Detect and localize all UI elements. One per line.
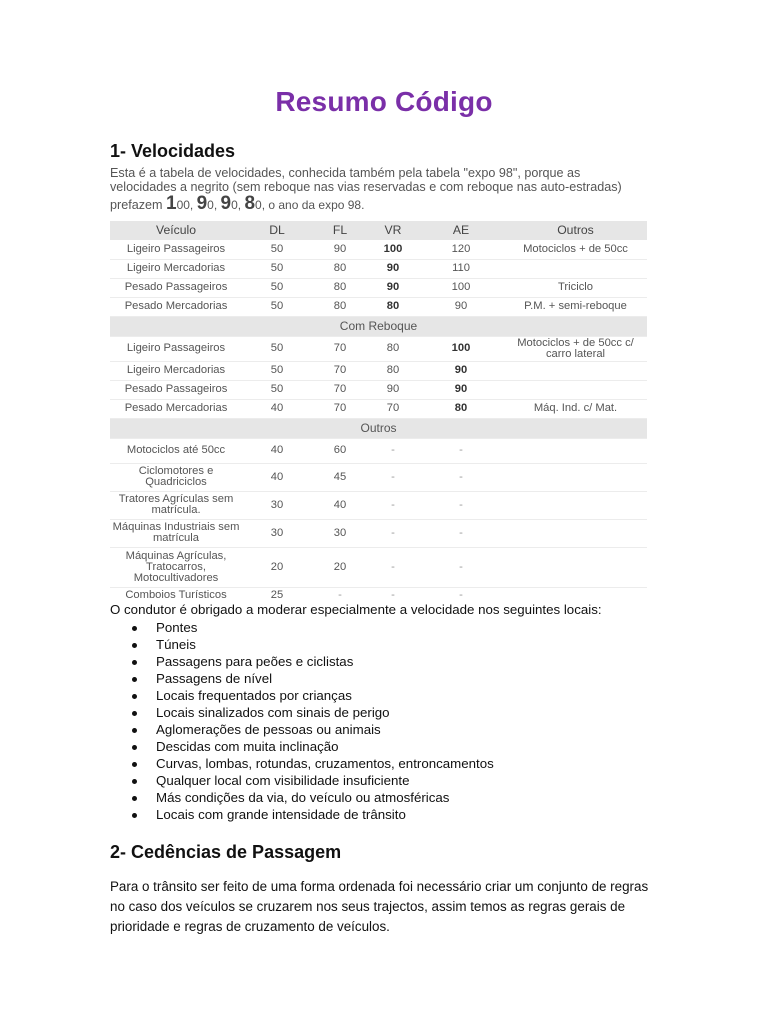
list-item: Locais com grande intensidade de trânsito: [110, 807, 494, 824]
value-cell: -: [459, 526, 463, 539]
speed-table: [110, 221, 647, 604]
intro-suffix: 00,: [176, 198, 197, 212]
value-cell: 90: [386, 262, 400, 274]
value-cell: 80: [386, 300, 400, 312]
value-cell: 50: [270, 281, 284, 293]
value-cell: 60: [333, 444, 347, 456]
value-cell: 50: [270, 342, 284, 354]
vehicle-cell: Pesado Passageiros: [124, 383, 228, 395]
table-row: [110, 278, 647, 297]
value-cell: 80: [386, 342, 400, 354]
list-item: Descidas com muita inclinação: [110, 739, 494, 756]
table-row: [110, 259, 647, 278]
value-cell: 70: [333, 364, 347, 376]
speed-table-intro: [110, 166, 650, 215]
other-cell: [504, 519, 647, 547]
header-cell: Veículo: [156, 223, 196, 237]
vehicle-cell: Pesado Mercadorias: [124, 300, 228, 312]
section-label: Outros: [360, 420, 397, 435]
value-cell: 70: [333, 383, 347, 395]
value-cell: 70: [333, 342, 347, 354]
value-cell: 50: [270, 300, 284, 312]
intro-digit: 1: [166, 193, 177, 214]
other-cell: [504, 547, 647, 587]
table-row: [110, 519, 647, 547]
intro-suffix: 0,: [231, 198, 245, 212]
table-row: [110, 240, 647, 259]
value-cell: 50: [270, 242, 284, 255]
moderate-speed-lead: O condutor é obrigado a moderar especialmente a velocidade nos seguintes locais:: [110, 602, 602, 617]
value-cell: 90: [333, 242, 347, 255]
table-row: [110, 380, 647, 399]
value-cell: -: [391, 498, 395, 511]
list-item: Passagens de nível: [110, 671, 494, 688]
value-cell: 80: [333, 300, 347, 312]
table-row: [110, 336, 647, 361]
value-cell: 70: [333, 402, 347, 414]
vehicle-cell: Ciclomotores e Quadriciclos: [138, 465, 214, 488]
intro-line-2: velocidades a negrito (sem reboque nas vias reservadas e com reboque nas auto-estradas): [110, 180, 622, 194]
section-heading-cedencias: 2- Cedências de Passagem: [110, 842, 342, 862]
value-cell: 100: [383, 242, 403, 255]
value-cell: 45: [333, 470, 347, 483]
header-cell: Outros: [557, 223, 594, 237]
intro-suffix: 0, o ano da expo 98.: [255, 198, 365, 212]
table-section-row-reboque: [110, 316, 647, 336]
value-cell: 100: [451, 342, 471, 354]
table-row: [110, 491, 647, 519]
value-cell: 80: [333, 262, 347, 274]
list-item: Locais frequentados por crianças: [110, 688, 494, 705]
table-header-row: [110, 221, 647, 240]
value-cell: 90: [454, 300, 468, 312]
list-item: Locais sinalizados com sinais de perigo: [110, 705, 494, 722]
value-cell: 120: [451, 242, 471, 255]
value-cell: 25: [270, 589, 284, 602]
vehicle-cell: Comboios Turísticos: [125, 589, 227, 602]
intro-digit: 9: [196, 193, 208, 214]
value-cell: -: [338, 589, 342, 602]
intro-digit: 9: [220, 193, 232, 214]
other-cell: [504, 259, 647, 278]
intro-digit: 8: [244, 193, 256, 214]
value-cell: -: [391, 560, 395, 573]
list-item: Curvas, lombas, rotundas, cruzamentos, entroncamentos: [110, 756, 494, 773]
table-row: [110, 547, 647, 587]
table-row: [110, 463, 647, 491]
table-row: [110, 297, 647, 316]
moderate-speed-list: [110, 620, 494, 824]
vehicle-cell: Máquinas Agrículas, Tratocarros, Motocultivadores: [125, 549, 227, 584]
section-label: Com Reboque: [339, 318, 418, 333]
value-cell: -: [459, 589, 463, 602]
intro-prefix: prefazem: [110, 198, 166, 212]
value-cell: 90: [386, 281, 400, 293]
other-cell: Máq. Ind. c/ Mat.: [533, 402, 618, 414]
vehicle-cell: Pesado Mercadorias: [124, 402, 228, 414]
value-cell: 50: [270, 262, 284, 274]
table-row: [110, 361, 647, 380]
value-cell: -: [459, 498, 463, 511]
header-cell: DL: [269, 223, 285, 237]
other-cell: Motociclos + de 50cc: [523, 242, 628, 255]
value-cell: 50: [270, 383, 284, 395]
other-cell: [504, 463, 647, 491]
table-row: [110, 438, 647, 463]
value-cell: 30: [270, 526, 284, 539]
vehicle-cell: Ligeiro Passageiros: [126, 342, 226, 354]
table-section-row-outros: [110, 418, 647, 438]
value-cell: 110: [452, 262, 470, 274]
value-cell: -: [391, 589, 395, 602]
value-cell: 40: [270, 402, 284, 414]
value-cell: 40: [270, 444, 284, 456]
value-cell: 80: [386, 364, 400, 376]
value-cell: 90: [386, 383, 400, 395]
value-cell: 100: [451, 281, 471, 293]
document-title: Resumo Código: [275, 86, 493, 117]
cedencias-paragraph: Para o trânsito ser feito de uma forma ordenada foi necessário criar um conjunto de regras no caso dos veículos se cruzarem nos seus trajectos, assim temos as regras gerais de prioridade e regras de cruzamento de veículos.: [110, 879, 649, 934]
value-cell: 40: [270, 470, 284, 483]
intro-line-1: Esta é a tabela de velocidades, conhecida também pela tabela "expo 98", porque as: [110, 166, 581, 180]
value-cell: 20: [333, 560, 347, 573]
intro-line-3: [110, 194, 650, 215]
table-row: [110, 399, 647, 418]
other-cell: [504, 361, 647, 380]
vehicle-cell: Motociclos até 50cc: [126, 444, 226, 456]
value-cell: -: [459, 470, 463, 483]
value-cell: 30: [333, 526, 347, 539]
header-cell: VR: [384, 223, 402, 237]
value-cell: -: [391, 526, 395, 539]
vehicle-cell: Ligeiro Passageiros: [126, 242, 226, 255]
vehicle-cell: Ligeiro Mercadorias: [126, 364, 226, 376]
value-cell: 70: [386, 402, 400, 414]
value-cell: -: [459, 444, 463, 456]
list-item: Pontes: [110, 620, 494, 637]
section-heading-velocidades: 1- Velocidades: [110, 141, 236, 161]
value-cell: 20: [270, 560, 284, 573]
list-item: Más condições da via, do veículo ou atmosféricas: [110, 790, 494, 807]
value-cell: 80: [333, 281, 347, 293]
list-item: Aglomerações de pessoas ou animais: [110, 722, 494, 739]
intro-suffix: 0,: [207, 198, 221, 212]
value-cell: -: [391, 470, 395, 483]
other-cell: [504, 491, 647, 519]
value-cell: -: [391, 444, 395, 456]
list-item: Túneis: [110, 637, 494, 654]
value-cell: 50: [270, 364, 284, 376]
value-cell: 40: [333, 498, 347, 511]
list-item: Passagens para peões e ciclistas: [110, 654, 494, 671]
value-cell: 90: [454, 364, 468, 376]
vehicle-cell: Ligeiro Mercadorias: [126, 262, 226, 274]
other-cell: [504, 438, 647, 463]
vehicle-cell: Pesado Passageiros: [124, 281, 228, 293]
other-cell: [504, 380, 647, 399]
other-cell: Triciclo: [557, 281, 593, 293]
header-cell: AE: [452, 223, 470, 237]
header-cell: FL: [332, 223, 348, 237]
vehicle-cell: Máquinas Industriais sem matrícula: [112, 521, 240, 544]
other-cell: Motociclos + de 50cc c/ carro lateral: [517, 336, 634, 360]
value-cell: 30: [270, 498, 284, 511]
value-cell: 90: [454, 383, 468, 395]
value-cell: -: [459, 560, 463, 573]
list-item: Qualquer local com visibilidade insuficiente: [110, 773, 494, 790]
vehicle-cell: Tratores Agrículas sem matrícula.: [118, 493, 234, 516]
other-cell: P.M. + semi-reboque: [524, 300, 627, 312]
value-cell: 80: [454, 402, 468, 414]
